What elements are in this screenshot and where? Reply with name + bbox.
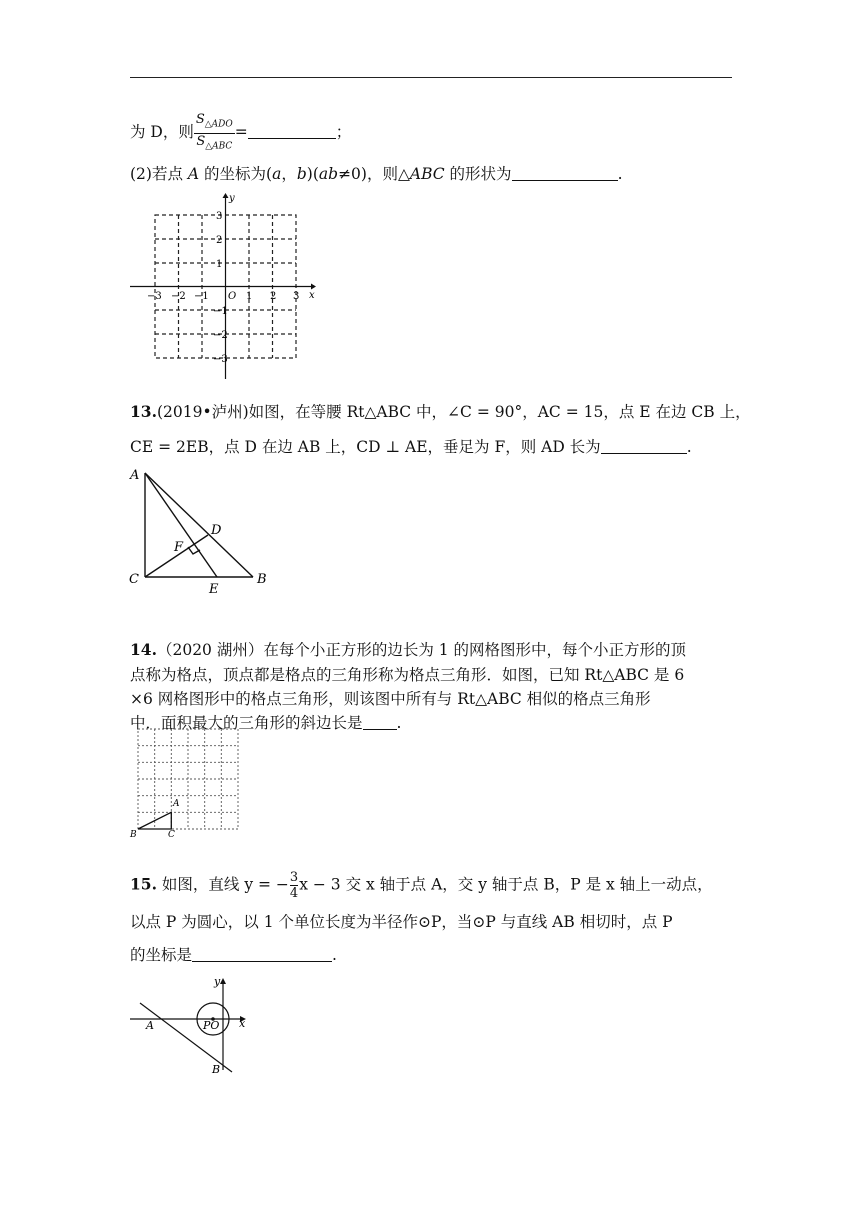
vertex-label-A: A xyxy=(130,468,140,483)
q13-line2: CE = 2EB，点 D 在边 AB 上，CD ⊥ AE，垂足为 F，则 AD 长为 . xyxy=(130,438,692,456)
x-axis-label: x xyxy=(309,290,315,301)
coordinate-grid-figure xyxy=(125,192,325,382)
point-label-A: A xyxy=(146,1019,154,1032)
y-tick-label: 2 xyxy=(216,235,223,246)
triangle-figure-q13 xyxy=(125,465,275,600)
q14-line2: 点称为格点，顶点都是格点的三角形称为格点三角形．如图，已知 Rt△ABC 是 6 xyxy=(130,666,685,684)
answer-blank[interactable] xyxy=(248,124,336,139)
point-label-E: E xyxy=(209,582,219,597)
question-number: 13. xyxy=(130,402,157,421)
y-tick-label: 3 xyxy=(216,211,223,222)
x-tick-label: 1 xyxy=(246,291,253,302)
vertex-label-C: C xyxy=(129,572,139,587)
q15-line2: 以点 P 为圆心，以 1 个单位长度为半径作⊙P，当⊙P 与直线 AB 相切时，点 P xyxy=(130,913,673,931)
question-number: 15. xyxy=(130,874,157,894)
vertex-label-C: C xyxy=(168,830,175,840)
question-number: 14. xyxy=(130,640,157,659)
q12-line1-text: 为 D，则 xyxy=(130,123,194,142)
point-label-D: D xyxy=(211,523,222,538)
answer-blank[interactable] xyxy=(601,439,687,454)
y-axis-label: y xyxy=(214,975,221,988)
vertex-label-B: B xyxy=(257,572,267,587)
x-tick-label: −1 xyxy=(194,291,209,302)
q12-line2: (2)若点 A 的坐标为(a，b)(ab≠0)，则△ABC 的形状为 . xyxy=(130,165,623,183)
slope-fraction: $\frac{3}{4}$ xyxy=(289,870,299,901)
y-tick-label: −2 xyxy=(213,330,228,341)
point-label-PO: PO xyxy=(203,1019,220,1032)
point-label-F: F xyxy=(174,540,184,555)
x-tick-label: −3 xyxy=(147,291,162,302)
origin-label: O xyxy=(228,291,237,302)
answer-blank[interactable] xyxy=(363,715,397,730)
y-tick-label: −1 xyxy=(213,306,228,317)
answer-blank[interactable] xyxy=(192,947,332,962)
point-label-B: B xyxy=(212,1063,221,1076)
answer-blank[interactable] xyxy=(512,166,618,181)
y-tick-label: 1 xyxy=(216,259,223,270)
q14-line3: ×6 网格图形中的格点三角形，则该图中所有与 Rt△ABC 相似的格点三角形 xyxy=(130,690,651,708)
vertex-label-B: B xyxy=(130,830,137,840)
y-axis-label: y xyxy=(229,193,235,204)
q14-line1: 14.（2020 湖州）在每个小正方形的边长为 1 的网格图形中，每个小正方形的顶 xyxy=(130,640,687,659)
lattice-grid-figure-q14 xyxy=(130,725,245,840)
q15-line1: 15. 如图，直线 y = − $\frac{3}{4}$ x − 3 交 x 轴于点 A，交 y 轴于点 B，P 是 x 轴上一动点， xyxy=(130,870,713,901)
x-axis-label: x xyxy=(239,1017,246,1030)
x-tick-label: 3 xyxy=(293,291,300,302)
q14-line4: 中．面积最大的三角形的斜边长是 . xyxy=(130,714,402,732)
q13-line1: 13.(2019•泸州)如图，在等腰 Rt△ABC 中，∠C = 90°，AC = 15，点 E 在边 CB 上， xyxy=(130,402,751,421)
q15-line3: 的坐标是 . xyxy=(130,946,337,964)
x-tick-label: −2 xyxy=(171,291,186,302)
vertex-label-A: A xyxy=(173,799,180,809)
header-rule xyxy=(130,77,732,78)
area-ratio-fraction: $\frac{S_{\triangle ADO}}{S_{\triangle ABC}}$ xyxy=(195,112,233,152)
y-tick-label: −3 xyxy=(213,354,228,365)
tangent-circle-figure-q15 xyxy=(128,975,258,1080)
q12-line1: 为 D，则 $\frac{S_{\triangle ADO}}{S_{\triangle ABC}}$ = ； xyxy=(130,112,351,154)
x-tick-label: 2 xyxy=(270,291,277,302)
